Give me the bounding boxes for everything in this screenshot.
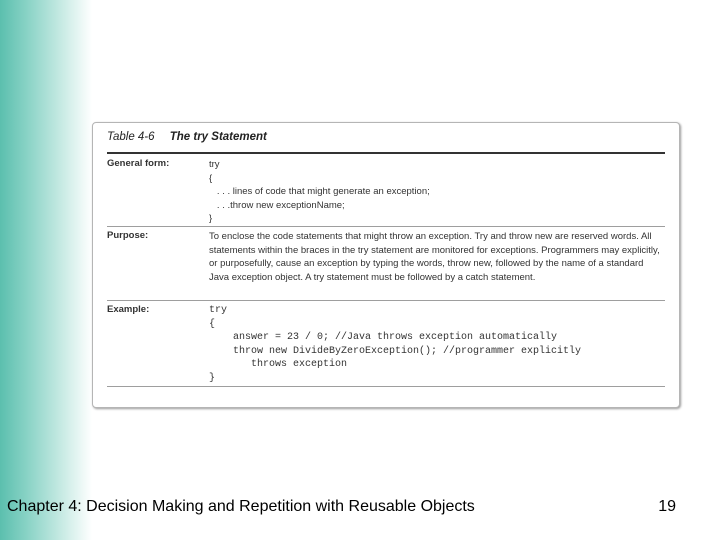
table-title <box>107 131 267 143</box>
slide-page-number: 19 <box>658 498 676 515</box>
general-form-label: General form: <box>107 158 170 169</box>
example-code-line: { <box>209 318 216 330</box>
table-number: Table 4-6 <box>107 131 155 143</box>
table-top-rule <box>107 152 665 154</box>
general-form-line: try <box>209 159 220 170</box>
example-code <box>209 304 665 385</box>
example-code-line: answer = 23 / 0; //Java throws exception automatically <box>209 332 558 343</box>
general-form-line: . . . lines of code that might generate an exception; <box>209 186 430 197</box>
decorative-side-band <box>0 0 92 540</box>
general-form-line: . . .throw new exceptionName; <box>209 199 345 211</box>
general-form-content <box>209 158 665 226</box>
example-label: Example: <box>107 304 150 315</box>
table-name: The try Statement <box>169 131 267 143</box>
purpose-text: To enclose the code statements that might throw an exception. Try and throw new are reserved words. All statements within the braces in the try statement are monitored for exceptions. Programmers may explicitly, or purposefully, cause an exception by typing the words, throw new, followed by the name of a standard Java exception object. A try statement must be followed by a catch statement. <box>209 231 660 283</box>
example-code-line: try <box>209 305 228 316</box>
example-code-line: throw new DivideByZeroException(); //programmer explicitly <box>209 345 582 357</box>
try-statement-table <box>92 122 680 408</box>
general-form-row <box>107 155 665 227</box>
purpose-row <box>107 227 665 301</box>
purpose-label: Purpose: <box>107 230 149 241</box>
example-code-line: } <box>209 372 216 384</box>
example-row <box>107 301 665 387</box>
example-code-line: throws exception <box>209 359 348 370</box>
general-form-line: { <box>209 172 213 184</box>
general-form-line: } <box>209 213 213 224</box>
slide-footer-chapter: Chapter 4: Decision Making and Repetition with Reusable Objects <box>7 498 475 515</box>
